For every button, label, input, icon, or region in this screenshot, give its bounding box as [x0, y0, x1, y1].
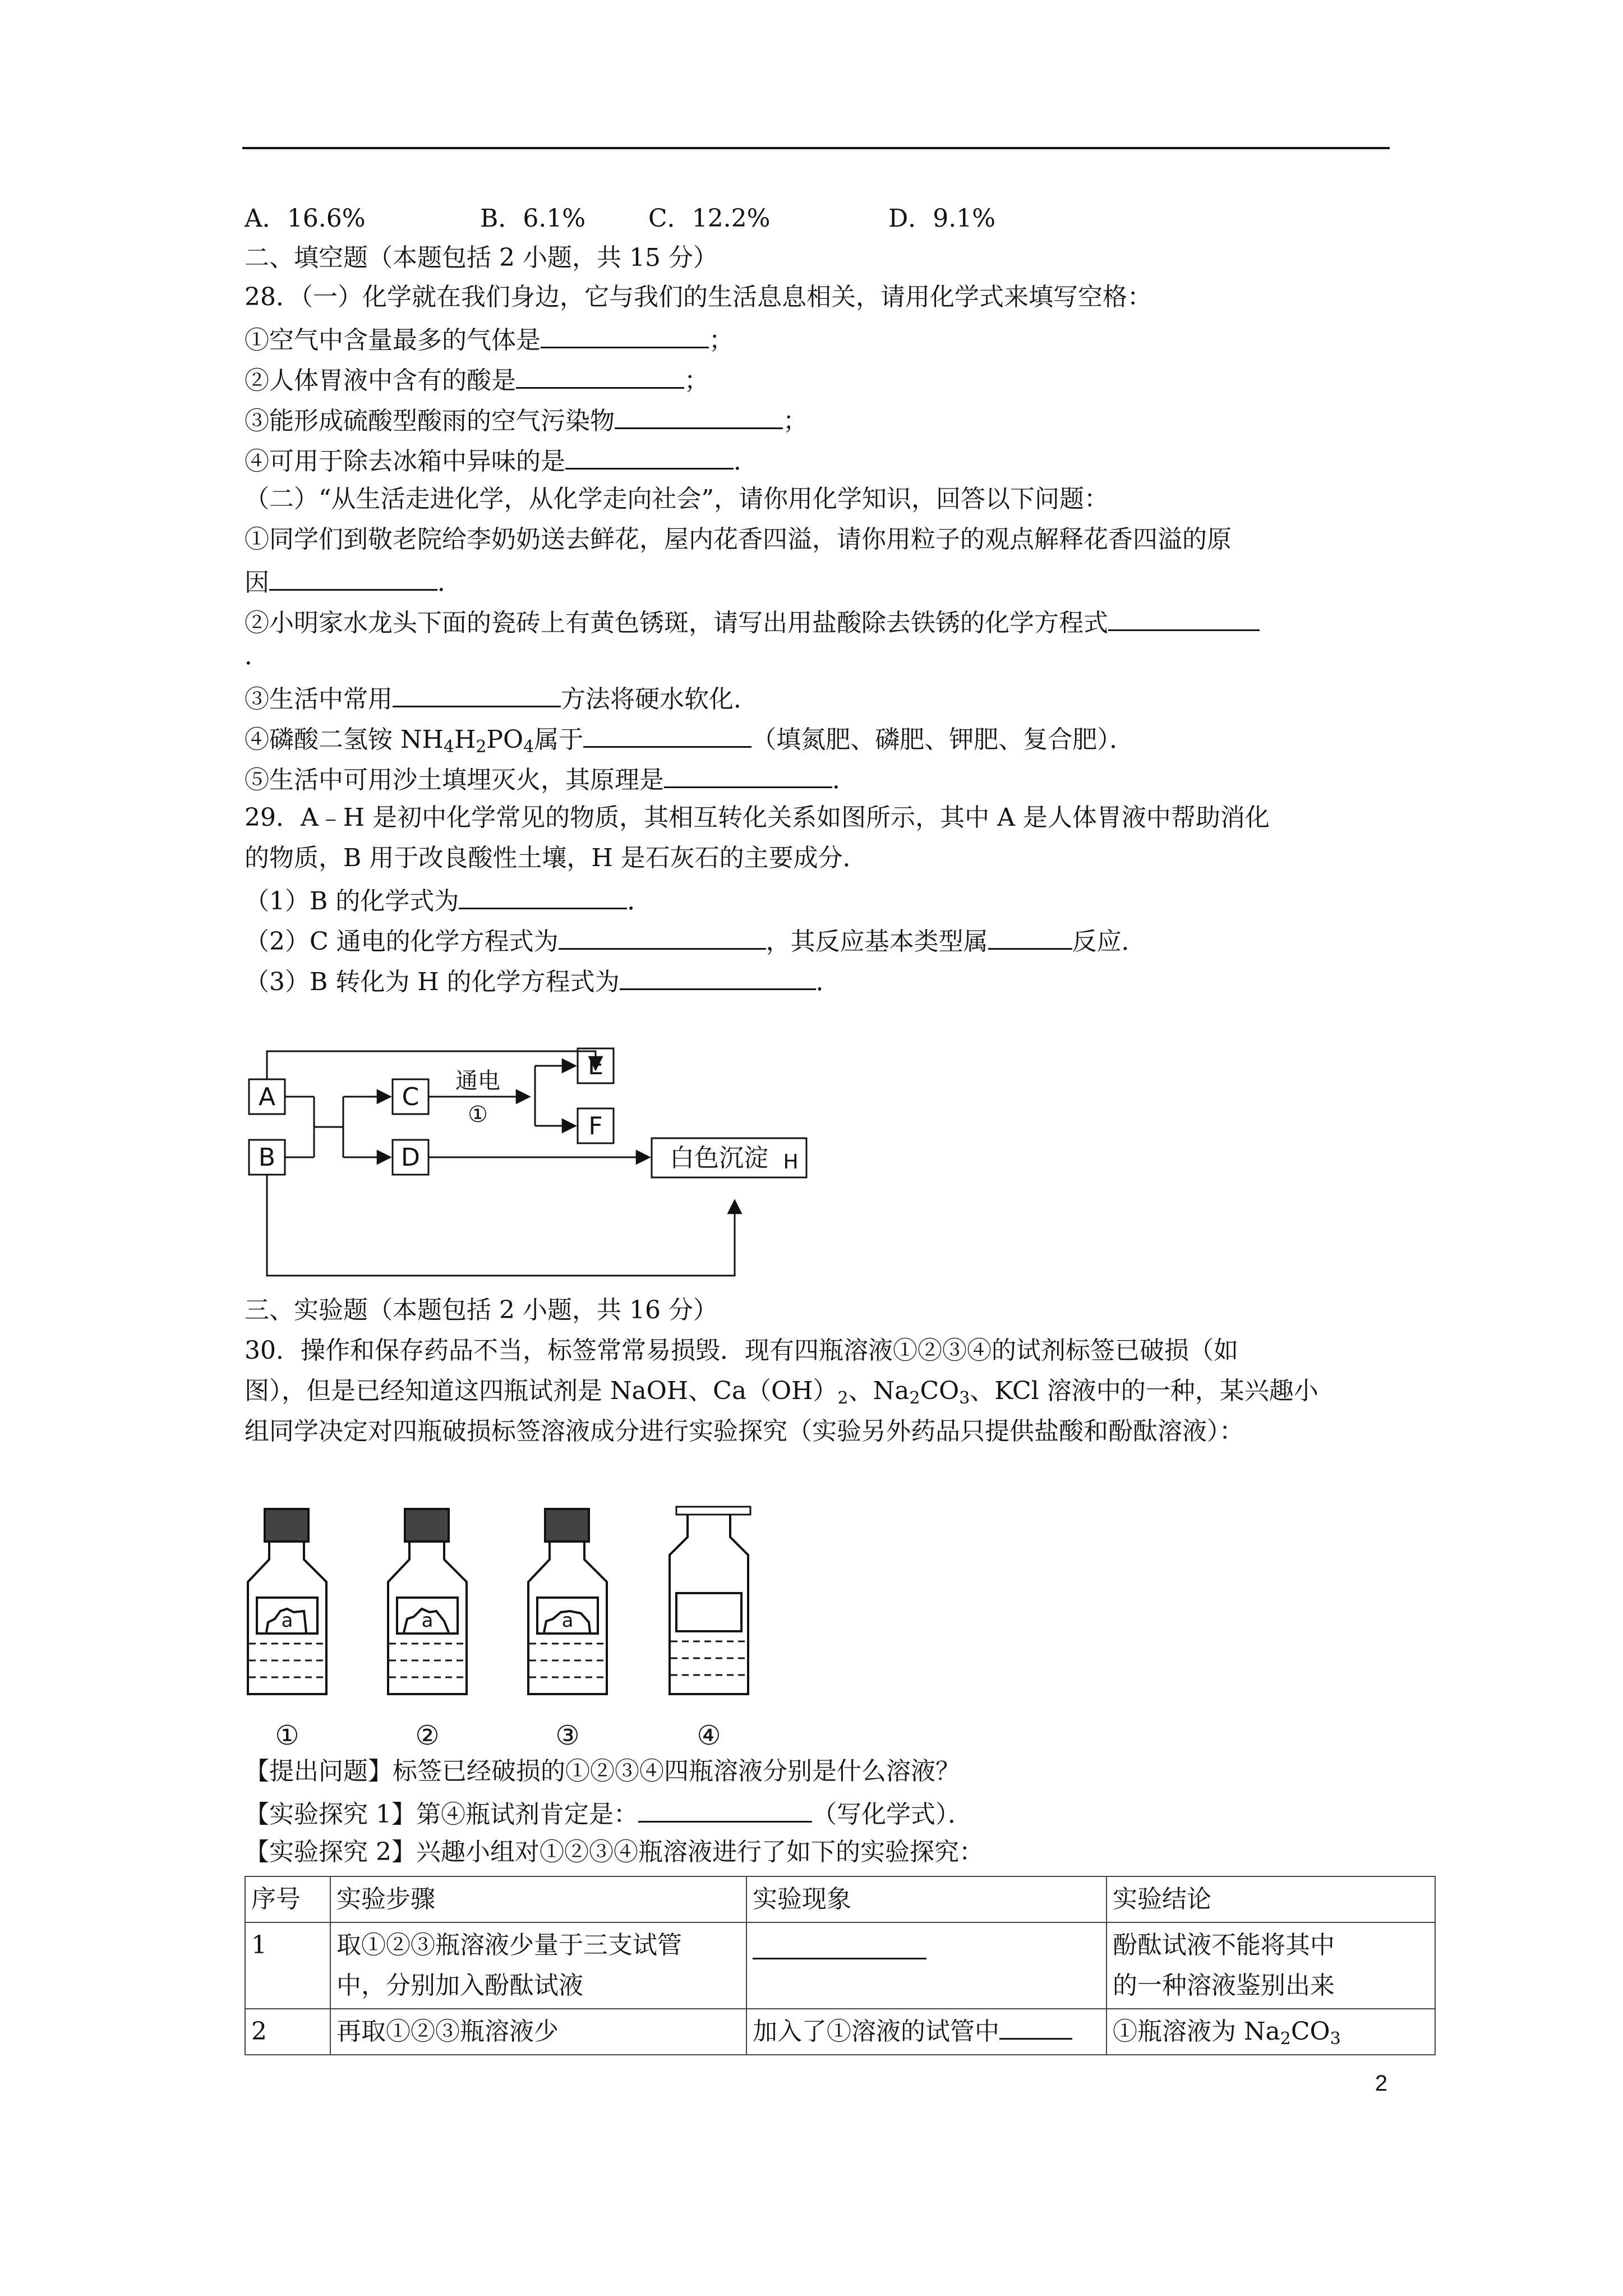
q28-item-2: ②人体胃液中含有的酸是 ； [245, 361, 709, 398]
reaction-diagram [236, 1043, 852, 1290]
bottle-number-1: ① [275, 1720, 299, 1751]
q27-options [245, 202, 995, 236]
table-header-row [245, 1876, 1435, 1922]
q30-exp1: 【实验探究 1】第④瓶试剂肯定是： （写化学式）． [245, 1795, 972, 1832]
q28-part2-intro: （二）“从生活走进化学，从化学走向社会”，请你用化学知识，回答以下问题： [245, 485, 1109, 513]
bottle-number-3: ③ [555, 1720, 580, 1751]
label-white-precipitate: 白色沉淀 [670, 1144, 768, 1172]
q28-p2-1a: ①同学们到敬老院给李奶奶送去鲜花，屋内花香四溢，请你用粒子的观点解释花香四溢的原 [245, 525, 1232, 554]
label-h: H [783, 1151, 799, 1174]
label-a-3: a [561, 1609, 574, 1632]
arrow-number: ① [468, 1102, 488, 1128]
answer-blank[interactable] [999, 2012, 1072, 2040]
answer-blank[interactable] [615, 402, 783, 429]
answer-blank[interactable] [583, 720, 751, 748]
answer-blank[interactable] [565, 442, 734, 470]
q30-intro-2: 图），但是已经知道这四瓶试剂是 NaOH、$Ca(OH)_2$、$Na_2CO_3$、KCl 溶液中的一种，某兴趣小 [245, 1377, 1318, 1408]
q30-exp2: 【实验探究 2】兴趣小组对①②③④瓶溶液进行了如下的实验探究： [245, 1838, 984, 1866]
q28-item-1: ①空气中含量最多的气体是 ； [245, 321, 734, 357]
q29-s3: （3）B 转化为 H 的化学方程式为 ． [245, 963, 841, 999]
option-d: D．9.1% [888, 204, 996, 233]
answer-blank[interactable] [541, 321, 709, 348]
label-b: B [258, 1143, 276, 1172]
bottles-figure [236, 1492, 796, 1761]
phenomenon-cell [746, 1922, 1106, 2009]
answer-blank[interactable] [1108, 604, 1260, 631]
answer-blank[interactable] [516, 361, 684, 389]
answer-blank[interactable] [988, 922, 1072, 950]
bottle-2 [388, 1509, 467, 1694]
q28-part1-intro: 28．（一）化学就在我们身边，它与我们的生活息息相关，请用化学式来填写空格： [245, 283, 1152, 311]
section2-heading: 二、填空题（本题包括 2 小题，共 15 分） [245, 243, 718, 272]
header-cell: 实验结论 [1106, 1876, 1435, 1922]
q28-p2-3: ③生活中常用 方法将硬水软化． [245, 680, 758, 716]
q29-intro-2: 的物质，B 用于改良酸性土壤，H 是石灰石的主要成分． [245, 844, 868, 872]
label-a-1: a [281, 1609, 293, 1632]
phenomenon-cell: 加入了①溶液的试管中 [746, 2009, 1106, 2055]
label-a: A [258, 1083, 276, 1111]
q28-p2-2: ②小明家水龙头下面的瓷砖上有黄色锈斑，请写出用盐酸除去铁锈的化学方程式 [245, 604, 1260, 640]
label-c: C [402, 1083, 419, 1111]
experiment-table [245, 1876, 1436, 2055]
label-e: E [588, 1052, 603, 1080]
answer-blank[interactable] [459, 882, 627, 909]
table-row [245, 2009, 1435, 2055]
bottle-number-2: ② [415, 1720, 440, 1751]
answer-blank[interactable] [620, 963, 816, 990]
row-number: 2 [245, 2009, 330, 2055]
header-cell: 实验步骤 [330, 1876, 746, 1922]
section3-heading: 三、实验题（本题包括 2 小题，共 16 分） [245, 1296, 718, 1324]
arrow-label: 通电 [455, 1068, 500, 1094]
bottle-number-4: ④ [697, 1720, 721, 1751]
q28-p2-2-end: ． [245, 642, 269, 670]
answer-blank[interactable] [393, 680, 561, 707]
table-row [245, 1922, 1435, 2009]
answer-blank[interactable] [638, 1795, 812, 1823]
header-rule [242, 147, 1390, 149]
answer-blank[interactable] [269, 563, 437, 591]
bottle-4 [670, 1507, 750, 1694]
step-cell: 再取①②③瓶溶液少 [330, 2009, 746, 2055]
q29-s2: （2）C 通电的化学方程式为 ，其反应基本类型属 反应． [245, 922, 1146, 959]
option-b: B．6.1% [480, 204, 586, 233]
q28-p2-1b: 因 ． [245, 563, 462, 600]
option-c: C．12.2% [648, 204, 771, 233]
bottle-3 [528, 1509, 607, 1694]
q29-intro-1: 29．A﹣H 是初中化学常见的物质，其相互转化关系如图所示，其中 A 是人体胃液中帮助消化 [245, 803, 1270, 832]
q28-item-4: ④可用于除去冰箱中异味的是 ． [245, 442, 758, 478]
page-number: 2 [1375, 2071, 1387, 2096]
q28-p2-5: ⑤生活中可用沙土填埋灭火，其原理是 ． [245, 761, 857, 797]
label-a-2: a [421, 1609, 434, 1632]
answer-blank[interactable] [664, 761, 832, 788]
answer-blank[interactable] [559, 922, 766, 950]
row-number: 1 [245, 1922, 330, 2009]
q30-problem: 【提出问题】标签已经破损的①②③④四瓶溶液分别是什么溶液？ [245, 1757, 960, 1786]
conclusion-cell: 酚酞试液不能将其中 的一种溶液鉴别出来 [1106, 1922, 1435, 2009]
q30-intro-1: 30．操作和保存药品不当，标签常常易损毁．现有四瓶溶液①②③④的试剂标签已破损（如 [245, 1336, 1238, 1365]
bottle-1 [248, 1509, 326, 1694]
q29-s1: （1）B 的化学式为 ． [245, 882, 652, 918]
q30-intro-3: 组同学决定对四瓶破损标签溶液成分进行实验探究（实验另外药品只提供盐酸和酚酞溶液）： [245, 1417, 1244, 1446]
q28-item-3: ③能形成硫酸型酸雨的空气污染物 ； [245, 402, 808, 438]
option-a: A．16.6% [245, 204, 366, 233]
q28-p2-4: ④磷酸二氢铵 $NH_4H_2PO_4$属于 （填氮肥、磷肥、钾肥、复合肥）． [245, 720, 1134, 757]
conclusion-cell: ①瓶溶液为 $Na_2CO_3$ [1106, 2009, 1435, 2055]
label-f: F [588, 1112, 603, 1140]
header-cell: 序号 [245, 1876, 330, 1922]
label-d: D [401, 1143, 420, 1172]
step-cell: 取①②③瓶溶液少量于三支试管 中，分别加入酚酞试液 [330, 1922, 746, 2009]
header-cell: 实验现象 [746, 1876, 1106, 1922]
answer-blank[interactable] [753, 1932, 926, 1959]
